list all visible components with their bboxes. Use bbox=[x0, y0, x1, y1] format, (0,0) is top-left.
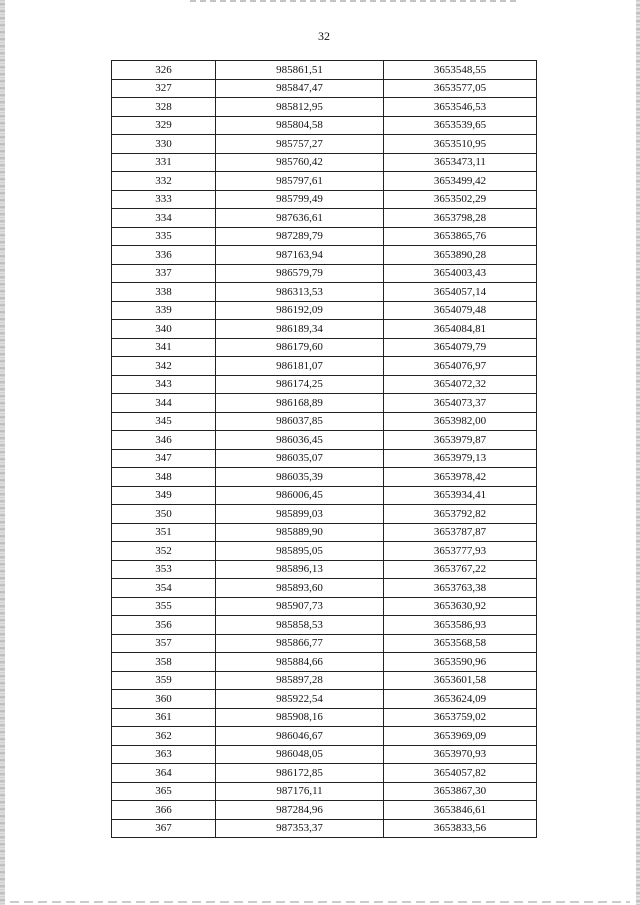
table-row bbox=[112, 190, 537, 209]
table-row bbox=[112, 375, 537, 394]
x-coordinate-cell: 986179,60 bbox=[216, 338, 384, 357]
x-coordinate-cell: 985896,13 bbox=[216, 560, 384, 579]
x-coordinate-cell: 986035,07 bbox=[216, 449, 384, 468]
y-coordinate-cell: 3653502,29 bbox=[384, 190, 537, 209]
point-number-cell: 346 bbox=[112, 431, 216, 450]
coordinates-table bbox=[111, 60, 537, 838]
point-number-cell: 350 bbox=[112, 505, 216, 524]
y-coordinate-cell: 3654076,97 bbox=[384, 357, 537, 376]
x-coordinate-cell: 985866,77 bbox=[216, 634, 384, 653]
x-coordinate-cell: 986037,85 bbox=[216, 412, 384, 431]
table-row bbox=[112, 116, 537, 135]
y-coordinate-cell: 3653798,28 bbox=[384, 209, 537, 228]
point-number-cell: 335 bbox=[112, 227, 216, 246]
point-number-cell: 343 bbox=[112, 375, 216, 394]
x-coordinate-cell: 985812,95 bbox=[216, 98, 384, 117]
x-coordinate-cell: 985797,61 bbox=[216, 172, 384, 191]
table-row bbox=[112, 708, 537, 727]
table-row bbox=[112, 209, 537, 228]
x-coordinate-cell: 986189,34 bbox=[216, 320, 384, 339]
point-number-cell: 336 bbox=[112, 246, 216, 265]
point-number-cell: 330 bbox=[112, 135, 216, 154]
x-coordinate-cell: 985847,47 bbox=[216, 79, 384, 98]
point-number-cell: 363 bbox=[112, 745, 216, 764]
table-row bbox=[112, 61, 537, 80]
y-coordinate-cell: 3654072,32 bbox=[384, 375, 537, 394]
table-row bbox=[112, 801, 537, 820]
y-coordinate-cell: 3653979,13 bbox=[384, 449, 537, 468]
y-coordinate-cell: 3653568,58 bbox=[384, 634, 537, 653]
table-row bbox=[112, 394, 537, 413]
table-row bbox=[112, 412, 537, 431]
x-coordinate-cell: 985907,73 bbox=[216, 597, 384, 616]
y-coordinate-cell: 3653601,58 bbox=[384, 671, 537, 690]
x-coordinate-cell: 985893,60 bbox=[216, 579, 384, 598]
x-coordinate-cell: 986168,89 bbox=[216, 394, 384, 413]
x-coordinate-cell: 987289,79 bbox=[216, 227, 384, 246]
x-coordinate-cell: 985757,27 bbox=[216, 135, 384, 154]
y-coordinate-cell: 3653759,02 bbox=[384, 708, 537, 727]
x-coordinate-cell: 986035,39 bbox=[216, 468, 384, 487]
table-row bbox=[112, 579, 537, 598]
y-coordinate-cell: 3654057,14 bbox=[384, 283, 537, 302]
table-row bbox=[112, 227, 537, 246]
y-coordinate-cell: 3653833,56 bbox=[384, 819, 537, 838]
y-coordinate-cell: 3653767,22 bbox=[384, 560, 537, 579]
x-coordinate-cell: 985899,03 bbox=[216, 505, 384, 524]
table-row bbox=[112, 560, 537, 579]
table-row bbox=[112, 320, 537, 339]
point-number-cell: 355 bbox=[112, 597, 216, 616]
point-number-cell: 365 bbox=[112, 782, 216, 801]
table-row bbox=[112, 782, 537, 801]
scan-edge-top bbox=[190, 0, 520, 2]
table-row bbox=[112, 486, 537, 505]
point-number-cell: 366 bbox=[112, 801, 216, 820]
x-coordinate-cell: 987636,61 bbox=[216, 209, 384, 228]
scan-edge-bottom bbox=[10, 901, 630, 903]
x-coordinate-cell: 985922,54 bbox=[216, 690, 384, 709]
table-row bbox=[112, 523, 537, 542]
table-row bbox=[112, 727, 537, 746]
x-coordinate-cell: 985889,90 bbox=[216, 523, 384, 542]
point-number-cell: 357 bbox=[112, 634, 216, 653]
point-number-cell: 345 bbox=[112, 412, 216, 431]
x-coordinate-cell: 985858,53 bbox=[216, 616, 384, 635]
x-coordinate-cell: 987284,96 bbox=[216, 801, 384, 820]
x-coordinate-cell: 987353,37 bbox=[216, 819, 384, 838]
x-coordinate-cell: 985897,28 bbox=[216, 671, 384, 690]
scan-edge-left bbox=[0, 0, 5, 905]
point-number-cell: 342 bbox=[112, 357, 216, 376]
table-row bbox=[112, 449, 537, 468]
y-coordinate-cell: 3654084,81 bbox=[384, 320, 537, 339]
y-coordinate-cell: 3653539,65 bbox=[384, 116, 537, 135]
point-number-cell: 356 bbox=[112, 616, 216, 635]
table-row bbox=[112, 671, 537, 690]
point-number-cell: 354 bbox=[112, 579, 216, 598]
y-coordinate-cell: 3653499,42 bbox=[384, 172, 537, 191]
point-number-cell: 344 bbox=[112, 394, 216, 413]
x-coordinate-cell: 986181,07 bbox=[216, 357, 384, 376]
y-coordinate-cell: 3653630,92 bbox=[384, 597, 537, 616]
table-row bbox=[112, 338, 537, 357]
x-coordinate-cell: 986579,79 bbox=[216, 264, 384, 283]
x-coordinate-cell: 986172,85 bbox=[216, 764, 384, 783]
table-row bbox=[112, 505, 537, 524]
point-number-cell: 348 bbox=[112, 468, 216, 487]
y-coordinate-cell: 3653763,38 bbox=[384, 579, 537, 598]
table-row bbox=[112, 690, 537, 709]
point-number-cell: 367 bbox=[112, 819, 216, 838]
table-row bbox=[112, 431, 537, 450]
table-row bbox=[112, 634, 537, 653]
point-number-cell: 353 bbox=[112, 560, 216, 579]
point-number-cell: 349 bbox=[112, 486, 216, 505]
y-coordinate-cell: 3653590,96 bbox=[384, 653, 537, 672]
page-number: 32 bbox=[318, 29, 330, 43]
y-coordinate-cell: 3653979,87 bbox=[384, 431, 537, 450]
point-number-cell: 352 bbox=[112, 542, 216, 561]
point-number-cell: 338 bbox=[112, 283, 216, 302]
point-number-cell: 333 bbox=[112, 190, 216, 209]
point-number-cell: 358 bbox=[112, 653, 216, 672]
coordinates-table-body bbox=[112, 61, 537, 838]
y-coordinate-cell: 3653982,00 bbox=[384, 412, 537, 431]
x-coordinate-cell: 987176,11 bbox=[216, 782, 384, 801]
x-coordinate-cell: 986048,05 bbox=[216, 745, 384, 764]
table-row bbox=[112, 283, 537, 302]
x-coordinate-cell: 985884,66 bbox=[216, 653, 384, 672]
table-row bbox=[112, 135, 537, 154]
point-number-cell: 329 bbox=[112, 116, 216, 135]
y-coordinate-cell: 3653473,11 bbox=[384, 153, 537, 172]
table-row bbox=[112, 597, 537, 616]
y-coordinate-cell: 3653546,53 bbox=[384, 98, 537, 117]
y-coordinate-cell: 3653978,42 bbox=[384, 468, 537, 487]
y-coordinate-cell: 3653846,61 bbox=[384, 801, 537, 820]
table-row bbox=[112, 98, 537, 117]
table-row bbox=[112, 246, 537, 265]
point-number-cell: 332 bbox=[112, 172, 216, 191]
x-coordinate-cell: 985799,49 bbox=[216, 190, 384, 209]
y-coordinate-cell: 3654003,43 bbox=[384, 264, 537, 283]
point-number-cell: 360 bbox=[112, 690, 216, 709]
table-row bbox=[112, 653, 537, 672]
y-coordinate-cell: 3653787,87 bbox=[384, 523, 537, 542]
table-row bbox=[112, 172, 537, 191]
y-coordinate-cell: 3653548,55 bbox=[384, 61, 537, 80]
y-coordinate-cell: 3653510,95 bbox=[384, 135, 537, 154]
point-number-cell: 328 bbox=[112, 98, 216, 117]
point-number-cell: 326 bbox=[112, 61, 216, 80]
table-row bbox=[112, 264, 537, 283]
point-number-cell: 351 bbox=[112, 523, 216, 542]
y-coordinate-cell: 3653890,28 bbox=[384, 246, 537, 265]
x-coordinate-cell: 986313,53 bbox=[216, 283, 384, 302]
y-coordinate-cell: 3653777,93 bbox=[384, 542, 537, 561]
y-coordinate-cell: 3653970,93 bbox=[384, 745, 537, 764]
x-coordinate-cell: 986036,45 bbox=[216, 431, 384, 450]
x-coordinate-cell: 985895,05 bbox=[216, 542, 384, 561]
point-number-cell: 331 bbox=[112, 153, 216, 172]
y-coordinate-cell: 3653969,09 bbox=[384, 727, 537, 746]
y-coordinate-cell: 3654079,48 bbox=[384, 301, 537, 320]
point-number-cell: 334 bbox=[112, 209, 216, 228]
x-coordinate-cell: 986046,67 bbox=[216, 727, 384, 746]
x-coordinate-cell: 986192,09 bbox=[216, 301, 384, 320]
x-coordinate-cell: 985760,42 bbox=[216, 153, 384, 172]
y-coordinate-cell: 3653934,41 bbox=[384, 486, 537, 505]
point-number-cell: 327 bbox=[112, 79, 216, 98]
point-number-cell: 347 bbox=[112, 449, 216, 468]
x-coordinate-cell: 986174,25 bbox=[216, 375, 384, 394]
y-coordinate-cell: 3653577,05 bbox=[384, 79, 537, 98]
y-coordinate-cell: 3653865,76 bbox=[384, 227, 537, 246]
y-coordinate-cell: 3653624,09 bbox=[384, 690, 537, 709]
x-coordinate-cell: 987163,94 bbox=[216, 246, 384, 265]
point-number-cell: 362 bbox=[112, 727, 216, 746]
x-coordinate-cell: 986006,45 bbox=[216, 486, 384, 505]
point-number-cell: 340 bbox=[112, 320, 216, 339]
table-row bbox=[112, 542, 537, 561]
y-coordinate-cell: 3654079,79 bbox=[384, 338, 537, 357]
x-coordinate-cell: 985804,58 bbox=[216, 116, 384, 135]
table-row bbox=[112, 819, 537, 838]
y-coordinate-cell: 3653586,93 bbox=[384, 616, 537, 635]
table-row bbox=[112, 301, 537, 320]
scan-edge-right bbox=[636, 0, 640, 905]
table-row bbox=[112, 745, 537, 764]
table-row bbox=[112, 153, 537, 172]
point-number-cell: 339 bbox=[112, 301, 216, 320]
table-row bbox=[112, 357, 537, 376]
x-coordinate-cell: 985908,16 bbox=[216, 708, 384, 727]
point-number-cell: 337 bbox=[112, 264, 216, 283]
table-row bbox=[112, 468, 537, 487]
y-coordinate-cell: 3654073,37 bbox=[384, 394, 537, 413]
point-number-cell: 364 bbox=[112, 764, 216, 783]
point-number-cell: 341 bbox=[112, 338, 216, 357]
y-coordinate-cell: 3654057,82 bbox=[384, 764, 537, 783]
point-number-cell: 359 bbox=[112, 671, 216, 690]
x-coordinate-cell: 985861,51 bbox=[216, 61, 384, 80]
y-coordinate-cell: 3653867,30 bbox=[384, 782, 537, 801]
y-coordinate-cell: 3653792,82 bbox=[384, 505, 537, 524]
table-row bbox=[112, 764, 537, 783]
point-number-cell: 361 bbox=[112, 708, 216, 727]
table-row bbox=[112, 79, 537, 98]
table-row bbox=[112, 616, 537, 635]
